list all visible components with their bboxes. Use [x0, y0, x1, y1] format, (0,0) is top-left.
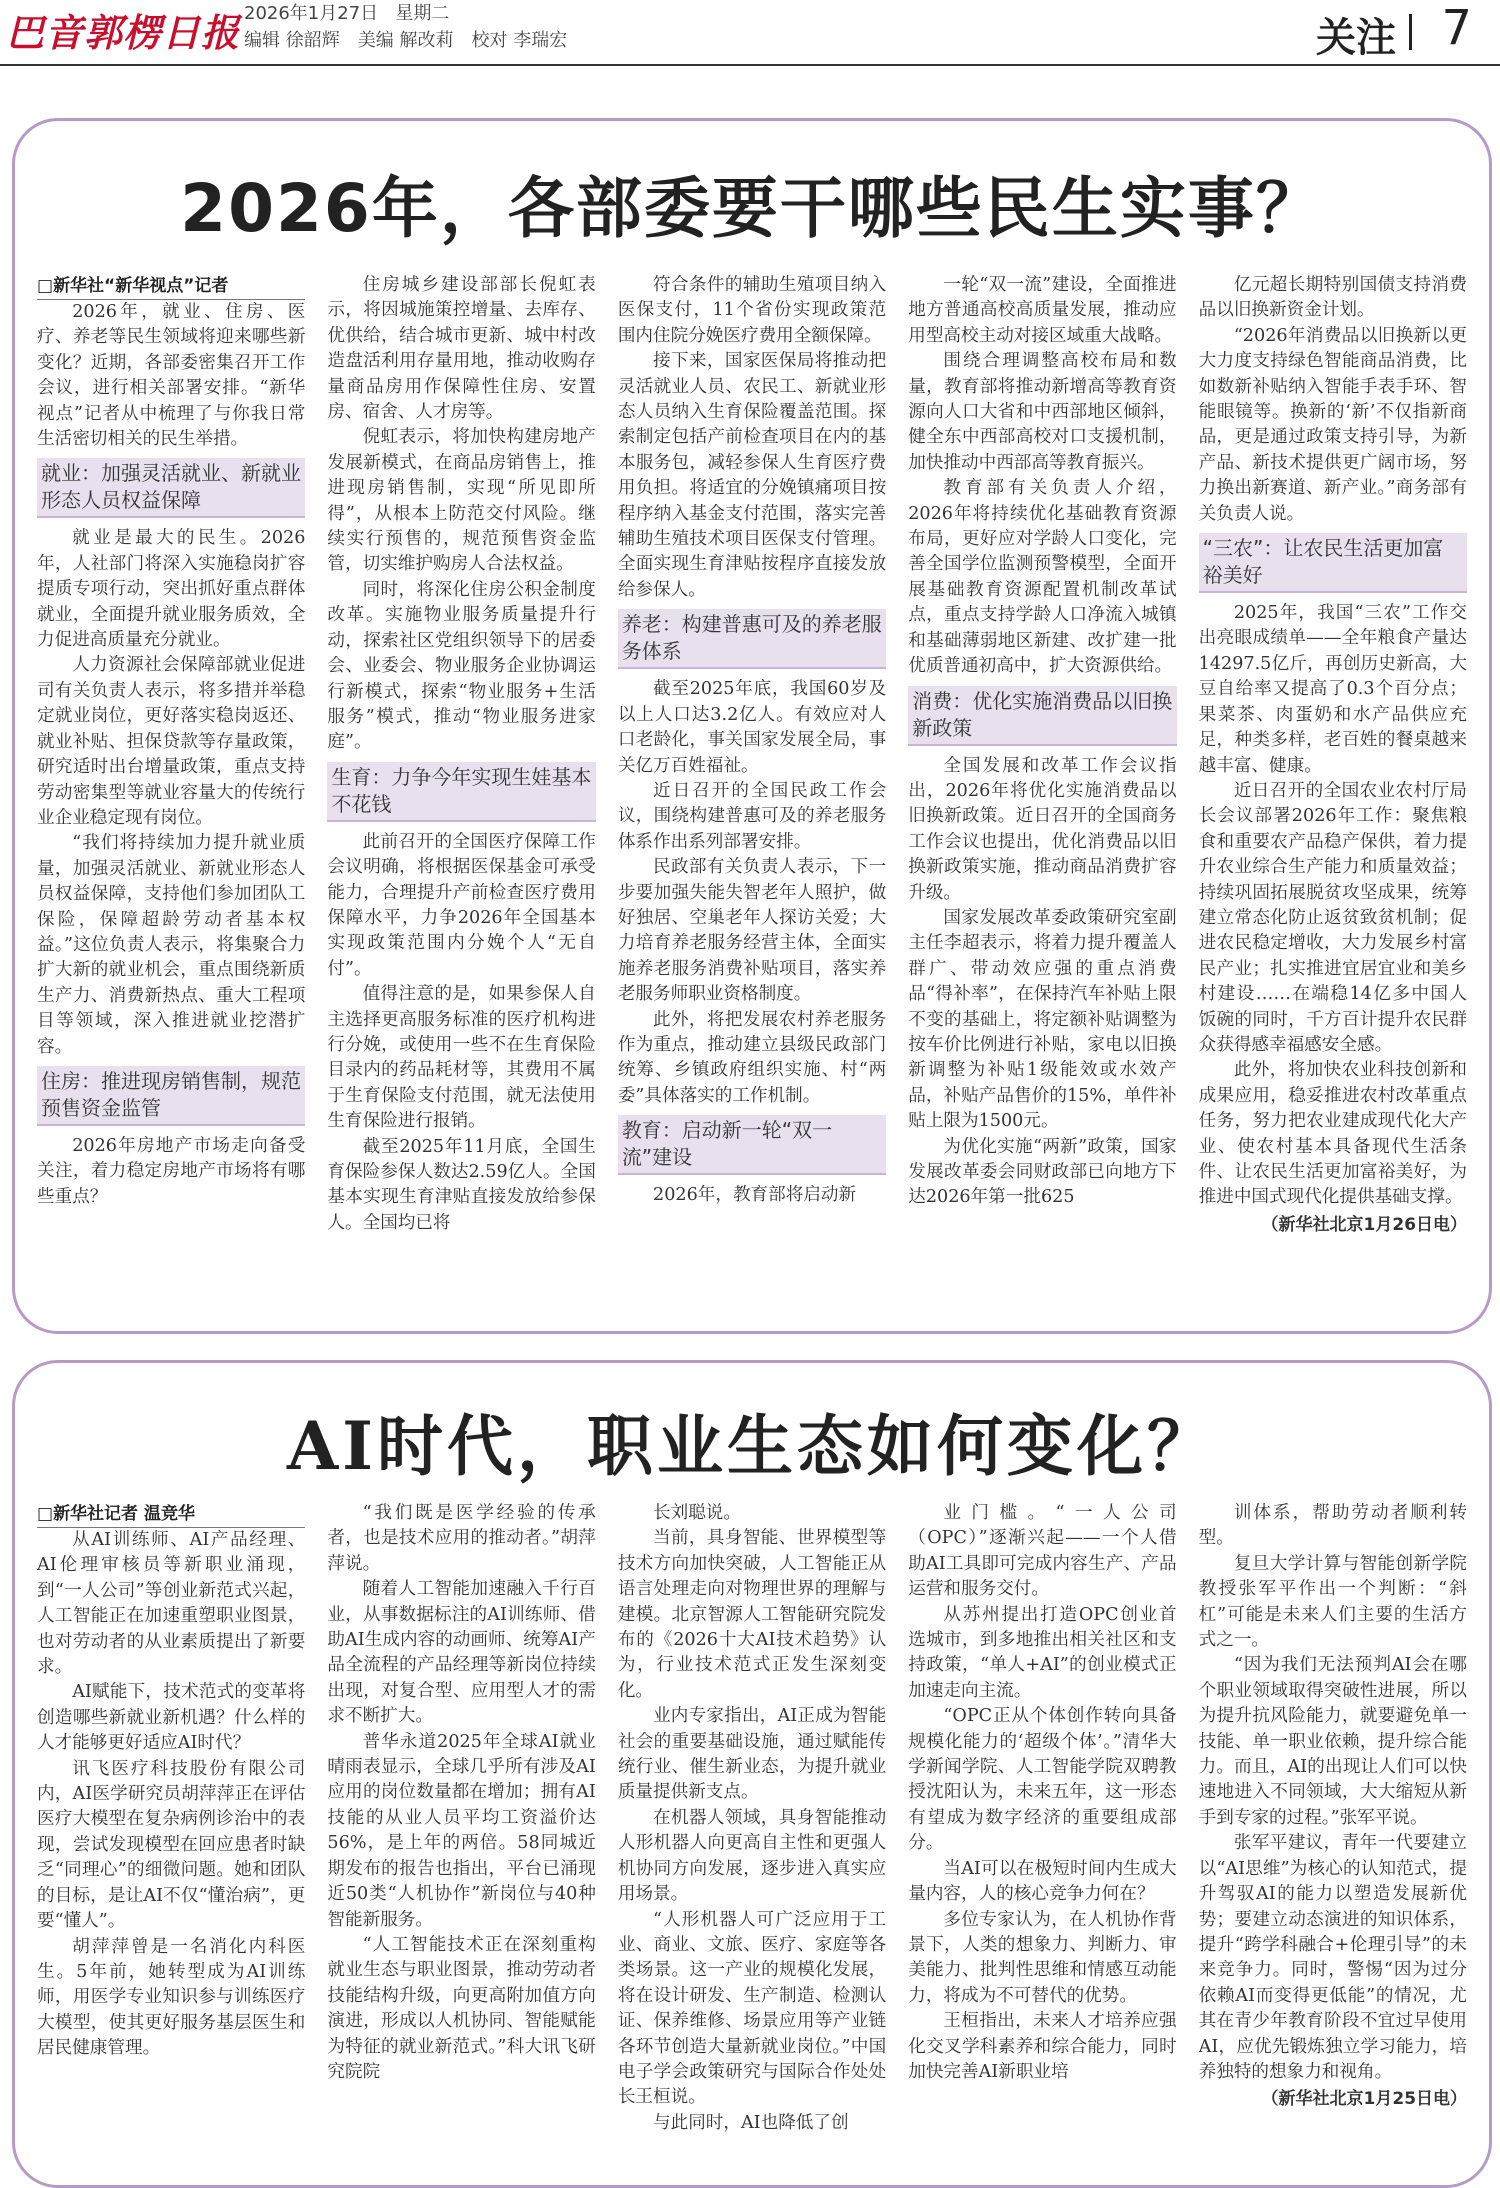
- paragraph: 近日召开的全国民政工作会议，围绕构建普惠可及的养老服务体系作出系列部署安排。: [617, 780, 887, 852]
- paragraph: “我们既是医学经验的传承者，也是技术应用的推动者。”胡萍萍说。: [327, 1503, 596, 1574]
- page-number: 7: [1441, 0, 1472, 56]
- article-column: [1199, 273, 1467, 1315]
- paragraph: 业门槛。“一人公司（OPC）”逐渐兴起——一个人借助AI工具即可完成内容生产、产品运营和服务交付。: [908, 1503, 1177, 1600]
- section-subheading: 就业：加强灵活就业、新就业形态人员权益保障: [37, 458, 305, 518]
- paragraph: 2026年，教育部将启动新: [653, 1185, 857, 1206]
- paragraph: 为优化实施“两新”政策，国家发展改革委会同财政部已向地方下达2026年第一批625: [908, 1136, 1177, 1208]
- paragraph: 多位专家认为，在人机协作背景下，人类的想象力、判断力、审美能力、批判性思维和情感互动能力，将成为不可替代的优势。: [908, 1909, 1177, 2006]
- article-panel-policy: [12, 118, 1492, 1334]
- paragraph: 从苏州提出打造OPC创业首选城市，到多地推出相关社区和支持政策，“单人+AI”的创业模式正加速走向主流。: [908, 1604, 1177, 1701]
- article-body: [37, 273, 1467, 1315]
- paragraph: 普华永道2025年全球AI就业晴雨表显示，全球几乎所有涉及AI应用的岗位数量都在增加；拥有AI技能的从业人员平均工资溢价达56%，是上年的两倍。58同城近期发布的报告也指出，平台已涌现近50类“人机协作”新岗位与40种智能新服务。: [327, 1731, 596, 1930]
- article-panel-ai: [12, 1360, 1492, 2188]
- paragraph: 值得注意的是，如果参保人自主选择更高服务标准的医疗机构进行分娩，或使用一些不在生育保险目录内的药品耗材等，其费用不属于生育保险支付范围，就无法使用生育保险进行报销。: [327, 984, 596, 1132]
- article-column: [327, 273, 595, 1315]
- paragraph: 此外，将加快农业科技创新和成果应用，稳妥推进农村改革重点任务，努力把农业建成现代化大产业、使农村基本具备现代生活条件、让农民生活更加富裕美好，为推进中国式现代化提供基础支撑。: [1198, 1060, 1468, 1208]
- section-subheading: “三农”：让农民生活更加富裕美好: [1199, 533, 1467, 593]
- paragraph: 住房城乡建设部部长倪虹表示，将因城施策控增量、去库存、优供给，结合城市更新、城中村改造盘活利用存量用地，推动收购存量商品房用作保障性住房、安置房、宿舍、人才房等。: [327, 275, 596, 423]
- art-editor-credit: 美编 解改莉: [357, 30, 454, 51]
- article-dateline: （新华社北京1月25日电）: [1261, 2089, 1468, 2110]
- paragraph: 2025年，我国“三农”工作交出亮眼成绩单——全年粮食产量达14297.5亿斤，再创历史新高，大豆自给率又提高了0.3个百分点；果菜茶、肉蛋奶和水产品供应充足，种类多样，老百姓的餐桌越来越丰富、健康。: [1198, 603, 1468, 776]
- article-byline: □ 新华社记者 温竞华: [37, 1501, 305, 1528]
- paragraph: “人工智能技术正在深刻重构就业生态与职业图景，推动劳动者技能结构升级，向更高附加值方向演进，形成以人机协同、智能赋能为特征的就业新范式。”科大讯飞研究院院: [327, 1934, 596, 2082]
- paragraph: 国家发展改革委政策研究室副主任李超表示，将着力提升覆盖人群广、带动效应强的重点消费品“得补率”，在保持汽车补贴上限不变的基础上，将定额补贴调整为按车价比例进行补贴，家电以旧换新调整为补贴1级能效或水效产品，补贴产品售价的15%，单件补贴上限为1500元。: [908, 907, 1177, 1132]
- paragraph: 此外，将把发展农村养老服务作为重点，推动建立县级民政部门统筹、乡镇政府组织实施、村“两委”具体落实的工作机制。: [617, 1009, 887, 1106]
- article-headline: AI时代，职业生态如何变化？: [286, 1407, 1218, 1485]
- paragraph: 长刘聪说。: [653, 1503, 741, 1523]
- paragraph: 民政部有关负责人表示，下一步要加强失能失智老年人照护，做好独居、空巢老年人探访关爱；大力培育养老服务经营主体，全面实施养老服务消费补贴项目，落实养老服务师职业资格制度。: [617, 857, 887, 1005]
- paragraph: 近日召开的全国农业农村厅局长会议部署2026年工作：聚焦粮食和重要农产品稳产保供，着力提升农业综合生产能力和质量效益；持续巩固拓展脱贫攻坚成果，统筹建立常态化防止返贫致贫机制；促进农民稳定增收，大力发展乡村富民产业；扎实推进宜居宜业和美乡村建设……在端稳14亿多中国人饭碗的同时，千方百计提升农民群众获得感幸福感安全感。: [1198, 780, 1468, 1055]
- article-dateline: （新华社北京1月26日电）: [1261, 1214, 1468, 1235]
- paragraph: 讯飞医疗科技股份有限公司内，AI医学研究员胡萍萍正在评估医疗大模型在复杂病例诊治中的表现，尝试发现模型在回应患者时缺乏“同理心”的细微问题。她和团队的目标，是让AI不仅“懂治病”，更要“懂人”。: [37, 1758, 306, 1932]
- section-subheading: 养老：构建普惠可及的养老服务体系: [618, 609, 886, 669]
- article-column: [37, 273, 305, 1315]
- section-subheading: 住房：推进现房销售制，规范预售资金监管: [37, 1066, 305, 1126]
- paragraph: AI赋能下，技术范式的变革将创造哪些新就业新机遇？什么样的人才能够更好适应AI时代？: [37, 1682, 306, 1754]
- article-column: [618, 273, 886, 1315]
- section-subheading: 消费：优化实施消费品以旧换新政策: [908, 686, 1176, 746]
- paragraph: 王桓指出，未来人才培养应强化交叉学科素养和综合能力，同时加快完善AI新职业培: [908, 2011, 1177, 2082]
- paragraph: 全国发展和改革工作会议指出，2026年将优化实施消费品以旧换新政策。近日召开的全国商务工作会议也提出，优化消费品以旧换新政策实施，推动商品消费扩容升级。: [908, 755, 1177, 903]
- paragraph: “OPC正从个体创作转向具备规模化能力的‘超级个体’。”清华大学新闻学院、人工智能学院双聘教授沈阳认为，未来五年，这一形态有望成为数字经济的重要组成部分。: [908, 1706, 1177, 1854]
- article-column: [327, 1501, 595, 2175]
- paragraph: 就业是最大的民生。2026年，人社部门将深入实施稳岗扩容提质专项行动，突出抓好重点群体就业，全面提升就业服务质效，全力促进高质量充分就业。: [37, 528, 306, 651]
- paragraph: 在机器人领域，具身智能推动人形机器人向更高自主性和更强人机协同方向发展，逐步进入真实应用场景。: [617, 1807, 887, 1905]
- paragraph: 2026年，就业、住房、医疗、养老等民生领域将迎来哪些新变化？近期，各部委密集召开工作会议，进行相关部署安排。“新华视点”记者从中梳理了与你我日常生活密切相关的民生举措。: [37, 302, 306, 450]
- paragraph: “人形机器人可广泛应用于工业、商业、文旅、医疗、家庭等各类场景。这一产业的规模化发展，将在设计研发、生产制造、检测认证、保养维修、场景应用等产业链各环节创造大量新就业岗位。”中国电子学会政策研究与国际合作处处长王桓说。: [617, 1909, 887, 2108]
- article-column: [908, 273, 1176, 1315]
- paragraph: 与此同时，AI也降低了创: [653, 2112, 849, 2133]
- paragraph: 张军平建议，青年一代要建立以“AI思维”为核心的认知范式，提升驾驭AI的能力以塑造发展新优势；要建立动态演进的知识体系，提升“跨学科融合+伦理引导”的未来竞争力。同时，警惕“因为过分依赖AI而变得更低能”的情况，尤其在青少年教育阶段不宜过早使用AI，应优先锻炼独立学习能力，培养独特的想象力和视角。: [1198, 1833, 1468, 2082]
- proof-credit: 校对 李瑞宏: [471, 30, 568, 51]
- paragraph: “因为我们无法预判AI会在哪个职业领域取得突破性进展，所以为提升抗风险能力，就要避免单一技能、单一职业依赖，提升综合能力。而且，AI的出现让人们可以快速地进入不同领域，大大缩短从新手到专家的过程。”张军平说。: [1198, 1655, 1468, 1828]
- article-column: [1199, 1501, 1467, 2175]
- paragraph: 当前，具身智能、世界模型等技术方向加快突破，人工智能正从语言处理走向对物理世界的理解与建模。北京智源人工智能研究院发布的《2026十大AI技术趋势》认为，行业技术范式正发生深刻变化。: [617, 1528, 887, 1701]
- paragraph: 符合条件的辅助生殖项目纳入医保支付，11个省份实现政策范围内住院分娩医疗费用全额保障。: [617, 275, 887, 346]
- paragraph: 截至2025年11月底，全国生育保险参保人数达2.59亿人。全国基本实现生育津贴直接发放给参保人。全国均已将: [327, 1136, 596, 1233]
- newspaper-logo: 巴音郭楞日报: [6, 10, 241, 55]
- paragraph: 当AI可以在极短时间内生成大量内容，人的核心竞争力何在？: [908, 1858, 1177, 1905]
- issue-date: 2026年1月27日: [244, 3, 379, 24]
- paragraph: 同时，将深化住房公积金制度改革。实施物业服务质量提升行动，探索社区党组织领导下的居委会、业委会、物业服务企业协调运行新模式，探索“物业服务+生活服务”模式，推动“物业服务进家庭”。: [327, 579, 596, 753]
- section-subheading: 生育：力争今年实现生娃基本不花钱: [327, 762, 595, 822]
- article-column: [618, 1501, 886, 2175]
- paragraph: 此前召开的全国医疗保障工作会议明确，将根据医保基金可承受能力，合理提升产前检查医疗费用保障水平，力争2026年全国基本实现政策范围内分娩个人“无自付”。: [327, 831, 596, 979]
- article-headline: 2026年，各部委要干哪些民生实事？: [180, 170, 1324, 247]
- paragraph: “我们将持续加力提升就业质量，加强灵活就业、新就业形态人员权益保障，支持他们参加团队工保险，保障超龄劳动者基本权益。”这位负责人表示，将集聚合力扩大新的就业机会，重点围绕新质生产力、消费新热点、重大工程项目等领域，深入推进就业挖潜扩容。: [37, 833, 306, 1057]
- paragraph: 围绕合理调整高校布局和数量，教育部将推动新增高等教育资源向人口大省和中西部地区倾斜，健全东中西部高校对口支援机制，加快推动中西部高等教育振兴。: [908, 351, 1177, 473]
- paragraph: 截至2025年底，我国60岁及以上人口达3.2亿人。有效应对人口老龄化，事关国家发展全局，事关亿万百姓福祉。: [617, 679, 887, 776]
- paragraph: “2026年消费品以旧换新以更大力度支持绿色智能商品消费，比如数新补贴纳入智能手表手环、智能眼镜等。换新的‘新’不仅指新商品，更是通过政策支持引导，为新产品、新技术提供更广阔市场，努力换出新赛道、新产业。”商务部有关负责人说。: [1198, 325, 1468, 524]
- paragraph: 人力资源社会保障部就业促进司有关负责人表示，将多措并举稳定就业岗位，更好落实稳岗返还、就业补贴、担保贷款等存量政策，研究适时出台增量政策，重点支持劳动密集型等就业容量大的传统行业企业稳定现有岗位。: [37, 655, 306, 828]
- section-name: 关注: [1316, 15, 1396, 61]
- paragraph: 亿元超长期特别国债支持消费品以旧换新资金计划。: [1198, 275, 1468, 321]
- paragraph: 胡萍萍曾是一名消化内科医生。5年前，她转型成为AI训练师，用医学专业知识参与训练医疗大模型，使其更好服务基层医生和居民健康管理。: [37, 1936, 306, 2059]
- paragraph: 一轮“双一流”建设，全面推进地方普通高校高质量发展，推动应用型高校主动对接区域重大战略。: [908, 275, 1177, 346]
- paragraph: 随着人工智能加速融入千行百业，从事数据标注的AI训练师、借助AI生成内容的动画师、统筹AI产品全流程的产品经理等新岗位持续出现，对复合型、应用型人才的需求不断扩大。: [327, 1579, 596, 1727]
- article-body: [37, 1501, 1467, 2175]
- issue-meta: [244, 0, 585, 54]
- paragraph: 接下来，国家医保局将推动把灵活就业人员、农民工、新就业形态人员纳入生育保险覆盖范围。探索制定包括产前检查项目在内的基本服务包，减轻参保人生育医疗费用负担。将适宜的分娩镇痛项目按程序纳入基金支付范围，落实完善辅助生殖技术项目医保支付管理。全面实现生育津贴按程序直接发放给参保人。: [617, 351, 887, 600]
- paragraph: 倪虹表示，将加快构建房地产发展新模式，在商品房销售上，推进现房销售制，实现“所见即所得”，从根本上防范交付风险。继续实行预售的，规范预售资金监管，切实维护购房人合法权益。: [327, 427, 596, 575]
- paragraph: 业内专家指出，AI正成为智能社会的重要基础设施，通过赋能传统行业、催生新业态，为提升就业质量提供新支点。: [617, 1706, 887, 1803]
- paragraph: 2026年房地产市场走向备受关注，着力稳定房地产市场将有哪些重点？: [37, 1135, 306, 1207]
- paragraph: 复旦大学计算与智能创新学院教授张军平作出一个判断：“斜杠”可能是未来人们主要的生活方式之一。: [1198, 1553, 1468, 1651]
- masthead: [0, 0, 1500, 66]
- issue-weekday: 星期二: [395, 3, 450, 24]
- section-subheading: 教育：启动新一轮“双一流”建设: [618, 1115, 886, 1175]
- editor-credit: 编辑 徐韶辉: [244, 30, 340, 51]
- article-column: [908, 1501, 1176, 2175]
- paragraph: 训体系，帮助劳动者顺利转型。: [1198, 1503, 1468, 1549]
- paragraph: 从AI训练师、AI产品经理、AI伦理审核员等新职业涌现，到“一人公司”等创业新范式兴起，人工智能正在加速重塑职业图景，也对劳动者的从业素质提出了新要求。: [37, 1530, 306, 1678]
- article-byline: □ 新华社“新华视点”记者: [37, 273, 305, 300]
- article-column: [37, 1501, 305, 2175]
- paragraph: 教育部有关负责人介绍，2026年将持续优化基础教育资源布局，更好应对学龄人口变化，完善全国学位监测预警模型，全面开展基础教育资源配置机制改革试点，重点支持学龄人口净流入城镇和基础薄弱地区新建、改扩建一批优质普通初高中，扩大资源供给。: [908, 478, 1177, 677]
- masthead-divider: [1409, 14, 1412, 50]
